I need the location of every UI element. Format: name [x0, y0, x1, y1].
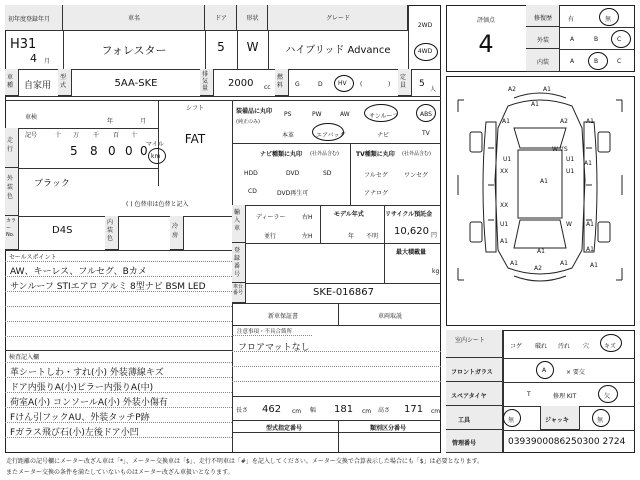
dmg-label-11: U1 — [566, 168, 575, 175]
grade: ハイブリッド Advance — [285, 45, 391, 56]
import-parallel: 並行 — [264, 233, 277, 240]
navi-sub: (社外品含む) — [310, 151, 339, 157]
max-load-kg: kg — [432, 268, 440, 275]
front-glass-label: フロントガラス — [451, 369, 493, 376]
mileage-digit-2: 8 — [90, 144, 98, 158]
dmg-label-15: W — [566, 221, 572, 228]
four-wd-label: 4WD — [417, 48, 433, 55]
model-year-label: モデル年式 — [334, 211, 364, 218]
tools-value: 無 — [508, 417, 515, 424]
length: 462 — [262, 404, 282, 415]
dmg-label-16: A1 — [586, 221, 594, 228]
usage: 自家用 — [24, 81, 52, 91]
int-a: A — [570, 58, 575, 65]
ext-color-label: 外装色 — [7, 175, 14, 200]
car-name: フォレスター — [101, 44, 167, 57]
equip-aw: AW — [340, 111, 350, 118]
fuel-g: G — [295, 81, 300, 88]
body-shape: W — [246, 40, 259, 54]
width-label: 幅 — [310, 407, 317, 414]
dmg-label-3: A1 — [531, 101, 539, 108]
equip-leather: 本革 — [282, 132, 295, 139]
shift-label: シフト — [185, 105, 204, 112]
dmg-label-9: U1 — [566, 156, 575, 163]
dmg-label-22: A1 — [560, 260, 568, 267]
model-label: 型式 — [60, 74, 67, 89]
mileage-digit-4: 0 — [125, 144, 133, 158]
color-no-label: カラーNo. — [6, 218, 17, 238]
unit-symbol: 記号 — [25, 132, 38, 139]
displacement: 2000 — [228, 78, 254, 89]
tools-label: 工具 — [458, 417, 471, 424]
shape-label: 形状 — [246, 15, 259, 22]
dmg-label-14: U1 — [500, 221, 509, 228]
unit-10000: 万 — [73, 132, 80, 139]
fuel-hv: HV — [338, 80, 347, 87]
mgmt-number: 0393900086250300 2724 — [508, 437, 626, 447]
dmg-label-8: U1 — [503, 156, 512, 163]
unit-1000: 千 — [93, 132, 100, 139]
reg-month: 4 — [30, 52, 37, 65]
tv-fullseg: フルセグ — [364, 172, 388, 179]
interior-tear: 破れ — [535, 343, 548, 350]
dmg-label-23: A1 — [590, 262, 598, 269]
chassis-number: SKE-016867 — [312, 287, 374, 298]
width-cm: cm — [362, 408, 372, 415]
height: 171 — [404, 404, 424, 415]
unit-100: 百 — [113, 132, 120, 139]
equip-pw: PW — [312, 111, 322, 118]
tv-oneseg: ワンセグ — [404, 172, 429, 179]
tools-header — [446, 406, 503, 430]
reg-year: H31 — [10, 37, 37, 52]
spare-label: スペアタイヤ — [451, 393, 487, 400]
notes-label: 注意事項・不具合箇所 — [237, 329, 293, 335]
navi-sd: SD — [323, 170, 332, 177]
int-color-label: 内装色 — [107, 219, 114, 242]
displacement-label: 排気量 — [202, 71, 209, 92]
equipment-sublabel: (純正のみ) — [236, 119, 260, 125]
dmg-label-19: A1 — [537, 248, 545, 255]
ext-a: A — [570, 36, 575, 43]
front-glass-a: A — [542, 367, 547, 374]
front-glass-replace: × 要交 — [566, 369, 585, 376]
selling-label: セールスポイント — [9, 254, 57, 261]
new-warranty: 新車保証書 — [268, 313, 299, 320]
unit-10: 十 — [55, 132, 62, 139]
equipment-label: 装備品に丸印 — [236, 108, 273, 115]
interior-hole: 穴 — [583, 343, 590, 350]
selling-line-1: AW、キーレス、フルセグ、Bカメ — [10, 267, 147, 277]
recycle-label: リサイクル預託金 — [385, 211, 433, 218]
navi-dvd-play: DVD再生可 — [277, 190, 309, 197]
navi-cd: CD — [248, 188, 257, 195]
equip-abs: ABS — [420, 111, 432, 118]
int-grade-label: 内装 — [536, 59, 549, 66]
inspection-line-3: 荷室A(小) コンソールA(小) 外装小傷有 — [10, 398, 168, 408]
interior-stain: 汚れ — [558, 343, 571, 350]
door-label: ドア — [215, 15, 227, 22]
repair-yes: 有 — [568, 16, 575, 23]
dmg-label-21: A2 — [534, 265, 542, 272]
import-dealer: ディーラー — [256, 214, 286, 221]
dmg-label-12: A1 — [540, 178, 548, 185]
reg-no-label: 登録番号 — [234, 247, 241, 278]
shaken-label: 車検 — [25, 114, 38, 121]
tv-analog: アナログ — [364, 190, 389, 197]
inspection-line-2: ドア内張りA(小)ピラー内張りA(中) — [10, 383, 154, 393]
spare-t: T — [527, 391, 531, 398]
dmg-label-10: A1 — [584, 160, 592, 167]
model-year-unknown: 不明 — [366, 233, 379, 240]
ext-grade-label: 外装 — [536, 37, 549, 44]
ac-label: 冷房 — [172, 223, 179, 239]
dmg-label-1: A2 — [508, 86, 516, 93]
capacity-label: 定員 — [400, 74, 407, 89]
spare-kit: 修理 KIT — [553, 393, 577, 400]
recycle-amount: 10,620 — [394, 226, 429, 237]
selling-line-2: サンルーフ STIエアロ アルミ 8型ナビ BSM LED — [10, 282, 206, 292]
color-no: D4S — [52, 225, 73, 236]
mgmt-label: 管理番号 — [452, 440, 477, 447]
mileage-digit-5: 0 — [140, 144, 148, 158]
km-unit: km — [151, 153, 161, 160]
car-name-label: 車名 — [127, 15, 140, 22]
repair-label: 修復歴 — [533, 15, 552, 22]
dmg-label-18: A1 — [586, 246, 594, 253]
width: 181 — [334, 404, 354, 415]
equip-navi: ナビ — [377, 132, 390, 139]
usage-label: 車種 — [7, 74, 14, 89]
inspection-line-4: Fけん引フックAU、外装タッチP跡 — [10, 413, 150, 423]
import-left: 左H — [302, 233, 313, 240]
navi-dvd: DVD — [286, 170, 300, 177]
equip-sunroof: サンルーフ — [369, 113, 399, 120]
dmg-w-mark: WガS — [552, 146, 568, 153]
equip-ps: PS — [284, 111, 292, 118]
tv-sub: (社外品含む) — [402, 151, 431, 157]
capacity-unit: 人 — [430, 86, 437, 93]
two-wd-label: 2WD — [417, 22, 433, 29]
type-no-label: 型式指定番号 — [266, 425, 303, 432]
height-cm: cm — [431, 408, 441, 415]
tv-label: TV種類に丸印 — [356, 151, 395, 158]
navi-hdd: HDD — [244, 170, 258, 177]
reg-month-unit: 月 — [44, 58, 51, 65]
dmg-label-5: A2 — [560, 118, 568, 125]
ext-b: B — [594, 36, 599, 43]
jack-label: ジャッキ — [545, 417, 569, 424]
score-value: 4 — [478, 30, 494, 58]
shift: FAT — [184, 132, 206, 146]
inspection-line-1: 革シートしわ・すれ(小) 外装薄線キズ — [10, 368, 164, 378]
mileage-digit-3: 0 — [108, 144, 116, 158]
fuel-paren-close: ) — [388, 81, 391, 88]
int-b: B — [594, 58, 599, 65]
inspection-label: 検査記入欄 — [9, 354, 40, 361]
mileage-label: 走行 — [7, 137, 14, 153]
dmg-label-4: A1 — [502, 118, 510, 125]
shaken-year: 年 — [107, 118, 114, 125]
capacity: 5 — [419, 79, 425, 89]
dmg-label-17: A1 — [500, 238, 508, 245]
interior-label: 室内シート — [455, 337, 486, 344]
notes-text: フロアマットなし — [238, 343, 310, 353]
inspection-line-5: Fガラス飛び石(小)左後ドア小凹 — [10, 428, 139, 438]
int-c: C — [617, 58, 622, 65]
door-count: 5 — [217, 40, 225, 54]
score-label: 評価点 — [476, 17, 495, 24]
cc-unit: cc — [264, 84, 271, 91]
recycle-yen: 円 — [431, 232, 438, 239]
interior-burn: コゲ — [510, 343, 523, 350]
model: 5AA-SKE — [114, 78, 158, 89]
length-cm: cm — [292, 408, 302, 415]
class-no-label: 類別区分番号 — [370, 425, 407, 432]
model-year-unit: 年 — [348, 233, 355, 240]
footer-note-1: 走行距離の記号欄にメーター改ざん車は「*」、メーター交換車は「$」、走行不明車は「#」を記入してください。メーター交換で合算表示した場合にも「$」は必要となります。 — [6, 458, 484, 465]
height-label: 高さ — [378, 407, 391, 414]
shaken-month: 月 — [140, 118, 147, 125]
unit-10b: 十 — [131, 132, 138, 139]
length-label: 長さ — [236, 407, 249, 414]
interior-scratch: キズ — [604, 343, 616, 350]
import-right: 右H — [302, 214, 313, 221]
fuel-d: D — [318, 81, 323, 88]
color-note: ( ) 色替車は色替と記入 — [126, 201, 189, 208]
dmg-label-2: A1 — [543, 86, 551, 93]
repair-no: 無 — [605, 16, 612, 23]
fuel-label: 燃料 — [277, 74, 284, 89]
ext-color: ブラック — [34, 179, 70, 189]
grade-label: グレード — [325, 15, 350, 22]
manual: 車両取説 — [378, 313, 403, 320]
ext-c: C — [617, 36, 622, 43]
equip-airbag: エアバッグ — [316, 132, 346, 139]
dmg-label-13: XX — [500, 202, 509, 209]
footer-note-2: またメーター交換の条件を満たしていないものはメーター改ざん車扱いとなります。 — [6, 469, 234, 476]
mileage-digit-1: 5 — [70, 144, 78, 158]
dmg-label-6: A1 — [586, 118, 594, 125]
navi-label: ナビ種類に丸印 — [260, 151, 303, 158]
dmg-label-7: XX — [500, 168, 509, 175]
reg-date-label: 初年度登録年月 — [8, 16, 51, 23]
car-diagram-panel — [446, 76, 635, 326]
dmg-label-20: A1 — [510, 260, 518, 267]
chassis-label: 車台番号 — [233, 284, 244, 296]
unit-mile: マイル — [146, 141, 164, 148]
jack-value: 無 — [597, 417, 604, 424]
equip-tv: TV — [422, 130, 430, 137]
import-label: 輸入車 — [234, 209, 241, 232]
max-load-label: 最大積載量 — [396, 249, 427, 256]
fuel-paren-open: ( — [360, 81, 363, 88]
spare-missing: 欠 — [604, 393, 611, 400]
